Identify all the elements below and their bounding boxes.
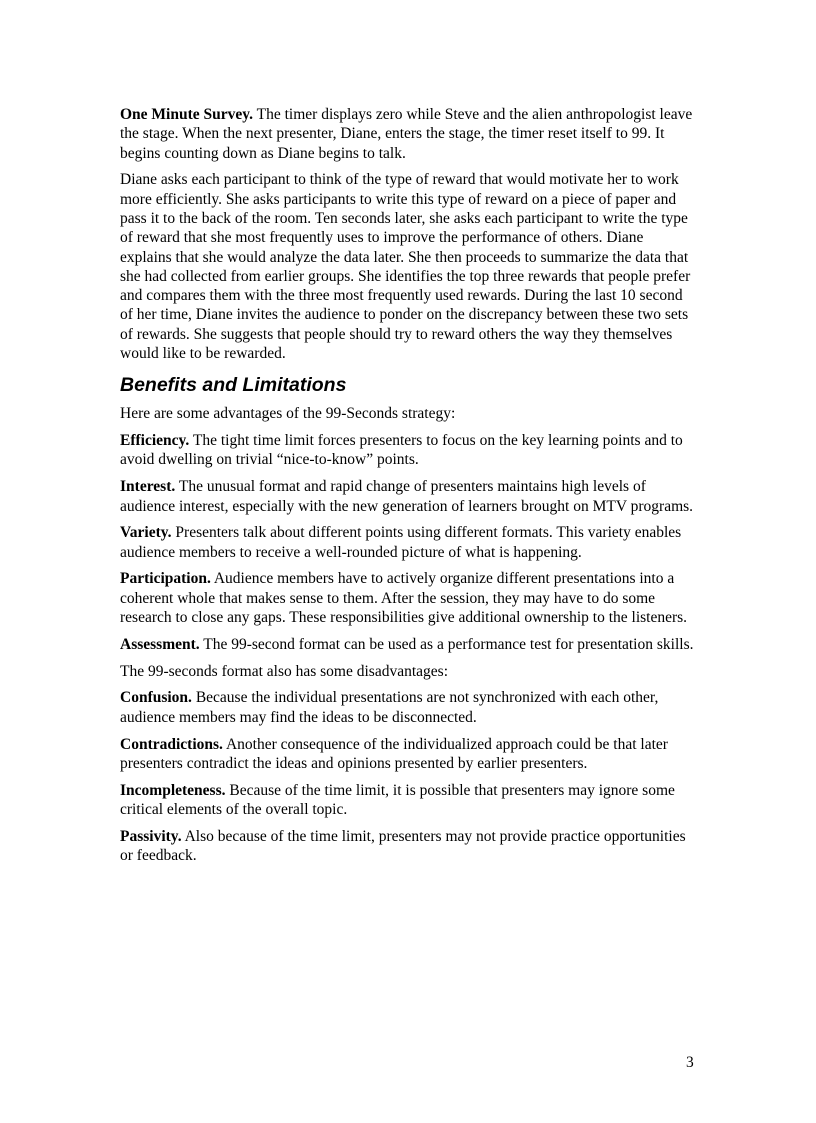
- diane-paragraph: Diane asks each participant to think of the type of reward that would motivate her to work more efficiently. She asks participants to write this type of reward on a piece of paper and pass it to the back of the room. Ten seconds later, she asks each participant to write the type of reward that she most frequently uses to improve the performance of others. Diane explains that she would analyze the data later. She then proceeds to summarize the data that she had collected from earlier groups. She identifies the top three rewards that people prefer and compares them with the three most frequently used rewards. During the last 10 second of her time, Diane invites the audience to ponder on the discrepancy between these two sets of rewards. She suggests that people should try to reward others the way they themselves would like to be rewarded.: [120, 171, 691, 363]
- paragraph-text: Another consequence of the individualized approach could be that later presenters contradict the ideas and opinions presented by earlier presenters.: [120, 735, 668, 772]
- advantage-participation: [120, 569, 698, 627]
- disadvantage-incompleteness: [120, 781, 698, 820]
- disadvantage-contradictions: [120, 735, 698, 774]
- paragraph-text: Because the individual presentations are not synchronized with each other, audience members may find the ideas to be disconnected.: [120, 689, 659, 726]
- paragraph-text: Also because of the time limit, presenters may not provide practice opportunities or feedback.: [120, 827, 686, 864]
- paragraph-text: Because of the time limit, it is possible that presenters may ignore some critical elements of the overall topic.: [120, 781, 675, 818]
- paragraph-term: Confusion.: [120, 689, 192, 707]
- survey-paragraph: [120, 105, 698, 163]
- advantage-efficiency: [120, 431, 698, 470]
- advantages-intro: Here are some advantages of the 99-Seconds strategy:: [120, 405, 456, 423]
- paragraph-text: The 99-second format can be used as a performance test for presentation skills.: [199, 635, 694, 653]
- paragraph-text: Audience members have to actively organize different presentations into a coherent whole that makes sense to them. After the session, they may have to do some research to close any gaps. These responsibilities give additional ownership to the listeners.: [120, 570, 688, 627]
- page-number: 3: [686, 1054, 694, 1071]
- paragraph-term: Participation.: [120, 570, 211, 588]
- paragraph-term: One Minute Survey.: [120, 106, 254, 123]
- paragraph-text: Presenters talk about different points using different formats. This variety enables audience members to receive a well-rounded picture of what is happening.: [120, 524, 682, 561]
- paragraph-term: Passivity.: [120, 827, 182, 845]
- disadvantages-intro: The 99-seconds format also has some disadvantages:: [120, 662, 448, 680]
- advantage-assessment: [120, 635, 698, 654]
- disadvantage-passivity: [120, 827, 698, 866]
- disadvantage-confusion: [120, 688, 698, 727]
- section-heading: Benefits and Limitations: [120, 374, 347, 397]
- paragraph-text: The timer displays zero while Steve and the alien anthropologist leave the stage. When the next presenter, Diane, enters the stage, the timer reset itself to 99. It begins counting down as Diane begins to talk.: [120, 106, 693, 162]
- paragraph-term: Contradictions.: [120, 735, 223, 753]
- paragraph-term: Interest.: [120, 478, 176, 496]
- advantage-interest: [120, 477, 698, 516]
- paragraph-term: Assessment.: [120, 635, 200, 653]
- paragraph-text: The tight time limit forces presenters to focus on the key learning points and to avoid dwelling on trivial “nice-to-know” points.: [120, 432, 683, 469]
- paragraph-text: The unusual format and rapid change of presenters maintains high levels of audience interest, especially with the new generation of learners brought on MTV programs.: [120, 478, 694, 515]
- paragraph-term: Efficiency.: [120, 432, 190, 450]
- document-body: [120, 105, 698, 873]
- paragraph-term: Incompleteness.: [120, 781, 226, 799]
- advantage-variety: [120, 523, 698, 562]
- paragraph-term: Variety.: [120, 524, 172, 542]
